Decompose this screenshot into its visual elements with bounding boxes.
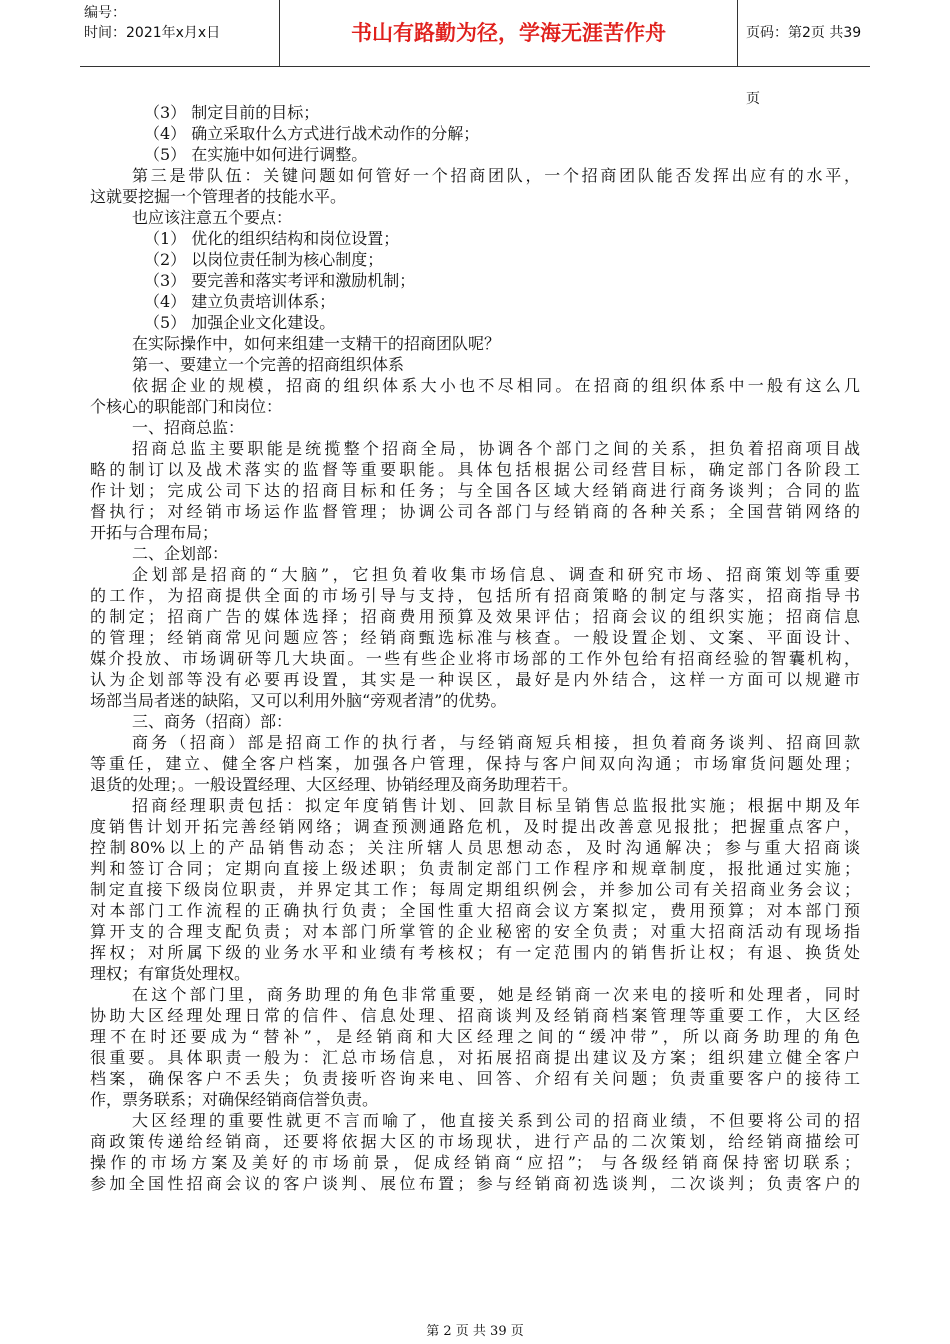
header-page-info: 页码：第2页 共39页 (746, 25, 862, 107)
text-line: 略的制订以及战术落实的监督等重要职能。具体包括根据公司经营目标，确定部门各阶段工 (90, 460, 860, 479)
header-meta (80, 0, 280, 66)
text-line: 依据企业的规模，招商的组织体系大小也不尽相同。在招商的组织体系中一般有这么几 (132, 376, 860, 395)
text-line: 判和签订合同；定期向直接上级述职；负责制定部门工作程序和规章制度，报批通过实施； (90, 859, 860, 878)
text-line: 制定直接下级岗位职责，并界定其工作；每周定期组织例会，并参加公司有关招商业务会议； (90, 880, 860, 899)
text-line: （2） 以岗位责任制为核心制度； (144, 250, 384, 269)
text-line: 度销售计划开拓完善经销网络；调查预测通路危机，及时提出改善意见报批；把握重点客户， (90, 817, 860, 836)
text-line: 场部当局者迷的缺陷，又可以利用外脑“旁观者清”的优势。 (90, 691, 507, 710)
text-line: 招商总监主要职能是统揽整个招商全局，协调各个部门之间的关系，担负着招商项目战 (132, 439, 860, 458)
text-line: （4） 建立负责培训体系； (144, 292, 336, 311)
text-line: （4） 确立采取什么方式进行战术动作的分解； (144, 124, 480, 143)
text-line: 作计划；完成公司下达的招商目标和任务；与全国各区域大经销商进行商务谈判；合同的监 (90, 481, 860, 500)
text-line: 的管理；经销商常见问题应答；经销商甄选标准与核查。一般设置企划、文案、平面设计、 (90, 628, 860, 647)
text-line: （1） 优化的组织结构和岗位设置； (144, 229, 400, 248)
header-motto: 书山有路勤为径，学海无涯苦作舟 (280, 0, 738, 66)
text-line: 对本部门工作流程的正确执行负责；全国性重大招商会议方案拟定，费用预算；对本部门预 (90, 901, 860, 920)
text-line: 操作的市场方案及美好的市场前景，促成经销商“应招”； 与各级经销商保持密切联系； (90, 1153, 860, 1172)
text-line: 大区经理的重要性就更不言而喻了，他直接关系到公司的招商业绩，不但要将公司的招 (132, 1111, 860, 1130)
text-line: 招商经理职责包括：拟定年度销售计划、回款目标呈销售总监报批实施；根据中期及年 (132, 796, 860, 815)
text-line: 档案，确保客户不丢失；负责接听咨询来电、回答、介绍有关问题；负责重要客户的接待工 (90, 1069, 860, 1088)
text-line: （3） 制定目前的目标； (144, 103, 320, 122)
text-line: 一、招商总监： (132, 418, 245, 437)
document-time: 时间：2021年x月x日 (84, 25, 221, 41)
text-line: （3） 要完善和落实考评和激励机制； (144, 271, 416, 290)
text-line: 等重任，建立、健全客户档案，加强各户管理，保持与客户间双向沟通；市场窜货问题处理； (90, 754, 860, 773)
text-line: 在实际操作中，如何来组建一支精干的招商团队呢？ (132, 334, 501, 353)
text-line: 开拓与合理布局； (90, 523, 219, 542)
text-line: 商政策传递给经销商，还要将依据大区的市场现状，进行产品的二次策划，给经销商描绘可 (90, 1132, 860, 1151)
text-line: 作，票务联系；对确保经销商信誉负责。 (90, 1090, 379, 1109)
document-body (90, 102, 860, 1194)
text-line: 企划部是招商的“大脑”，它担负着收集市场信息、调查和研究市场、招商策划等重要 (132, 565, 860, 584)
text-line: 控制80%以上的产品销售动态；关注所辖人员思想动态，及时沟通解决；参与重大招商谈 (90, 838, 860, 857)
text-line: 理权；有窜货处理权。 (90, 964, 251, 983)
text-line: 第三是带队伍：关键问题如何管好一个招商团队，一个招商团队能否发挥出应有的水平， (132, 166, 860, 185)
text-line: 在这个部门里，商务助理的角色非常重要，她是经销商一次来电的接听和处理者，同时 (132, 985, 860, 1004)
text-line: 二、企划部： (132, 544, 229, 563)
text-line: 认为企划部等没有必要再设置，其实是一种误区，最好是内外结合，这样一方面可以规避市 (90, 670, 860, 689)
text-line: 的制定；招商广告的媒体选择；招商费用预算及效果评估；招商会议的组织实施；招商信息 (90, 607, 860, 626)
text-line: 商务（招商）部是招商工作的执行者，与经销商短兵相接，担负着商务谈判、招商回款 (132, 733, 860, 752)
text-line: 理不在时还要成为“替补”，是经销商和大区经理之间的“缓冲带”，所以商务助理的角色 (90, 1027, 860, 1046)
text-line: 协助大区经理处理日常的信件、信息处理、招商谈判及经销商档案管理等重要工作，大区经 (90, 1006, 860, 1025)
text-line: 媒介投放、市场调研等几大块面。一些有些企业将市场部的工作外包给有招商经验的智囊机构， (90, 649, 860, 668)
page-footer: 第 2 页 共 39 页 (426, 1324, 524, 1339)
text-line: 也应该注意五个要点： (132, 208, 293, 227)
text-line: 很重要。具体职责一般为：汇总市场信息，对拓展招商提出建议及方案；组织建立健全客户 (90, 1048, 860, 1067)
text-line: 的工作，为招商提供全面的市场引导与支持，包括所有招商策略的制定与落实，招商指导书 (90, 586, 860, 605)
text-line: （5） 加强企业文化建设。 (144, 313, 336, 332)
text-line: 这就要挖掘一个管理者的技能水平。 (90, 187, 347, 206)
text-line: 三、商务（招商）部： (132, 712, 293, 731)
text-line: 退货的处理；。一般设置经理、大区经理、协销经理及商务助理若干。 (90, 775, 579, 794)
text-line: 挥权；对所属下级的业务水平和业绩有考核权；有一定范围内的销售折让权；有退、换货处 (90, 943, 860, 962)
text-line: （5） 在实施中如何进行调整。 (144, 145, 368, 164)
text-line: 第一、要建立一个完善的招商组织体系 (132, 355, 405, 374)
text-line: 督执行；对经销市场运作监督管理；协调公司各部门与经销商的各种关系；全国营销网络的 (90, 502, 860, 521)
text-line: 个核心的职能部门和岗位： (90, 397, 283, 416)
page-header (80, 0, 870, 107)
document-number-label: 编号： (84, 5, 126, 21)
text-line: 算开支的合理支配负责；对本部门所掌管的企业秘密的安全负责；对重大招商活动有现场指 (90, 922, 860, 941)
text-line: 参加全国性招商会议的客户谈判、展位布置；参与经销商初选谈判，二次谈判；负责客户的 (90, 1174, 860, 1193)
